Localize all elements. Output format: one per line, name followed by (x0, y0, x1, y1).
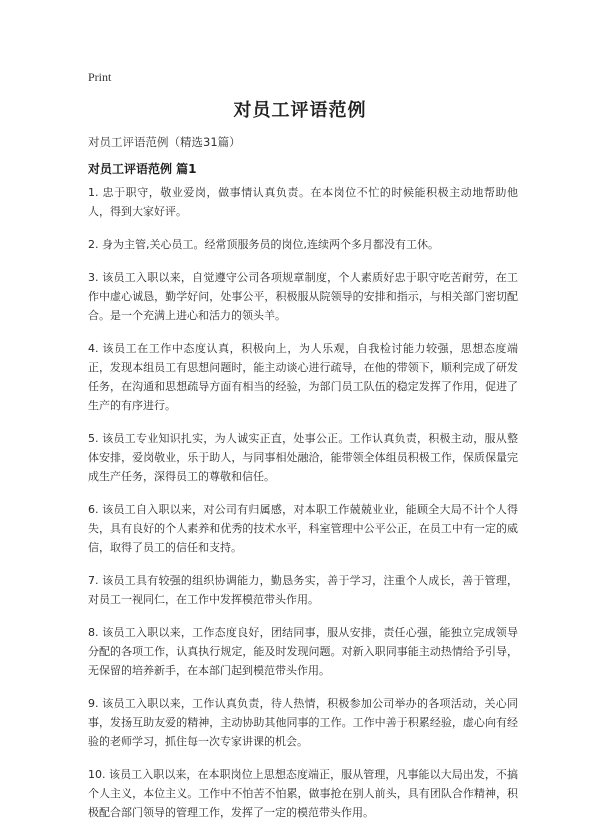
comment-item-5: 5. 该员工专业知识扎实，为人诚实正直，处事公正。工作认真负责，积极主动，服从整体安排，爱岗敬业，乐于助人，与同事相处融洽，能带领全体组员积极工作，保质保量完成生产任务，深得员工的尊敬和信任。 (88, 432, 518, 483)
comment-item-1: 1. 忠于职守，敬业爱岗，做事情认真负责。在本岗位不忙的时候能积极主动地帮助他人，得到大家好评。 (88, 186, 518, 218)
comment-item-8: 8. 该员工入职以来，工作态度良好，团结同事，服从安排，责任心强，能独立完成领导分配的各项工作，认真执行规定，能及时发现问题。对新入职同事能主动热情给予引导，无保留的培养新手，在本部门起到模范带头作用。 (88, 626, 518, 677)
document-title: 对员工评语范例 (233, 100, 367, 121)
comment-item-6: 6. 该员工自入职以来，对公司有归属感，对本职工作兢兢业业，能顾全大局不计个人得失，具有良好的个人素养和优秀的技术水平，科室管理中公平公正，在员工中有一定的威信，取得了员工的信任和支持。 (88, 503, 518, 554)
comment-item-3: 3. 该员工入职以来，自觉遵守公司各项规章制度，个人素质好忠于职守吃苦耐劳，在工作中虚心诚恳，勤学好问，处事公平，积极服从院领导的安排和指示，与相关部门密切配合。是一个充满上进心和活力的领头羊。 (88, 271, 518, 322)
document-subtitle: 对员工评语范例（精选31篇） (88, 135, 241, 149)
comment-item-4: 4. 该员工在工作中态度认真，积极向上，为人乐观，自我检讨能力较强，思想态度端正，发现本组员工有思想问题时，能主动谈心进行疏导，在他的带领下，顺利完成了研发任务，在沟通和思想疏导方面有相当的经验，为部门员工队伍的稳定发挥了作用，促进了生产的有序进行。 (88, 342, 518, 412)
comment-item-7: 7. 该员工具有较强的组织协调能力，勤恳务实，善于学习，注重个人成长，善于管理，对员工一视同仁，在工作中发挥模范带头作用。 (88, 574, 518, 606)
print-label[interactable]: Print (88, 70, 112, 84)
comment-item-9: 9. 该员工入职以来，工作认真负责，待人热情，积极参加公司举办的各项活动，关心同事，发扬互助友爱的精神，主动协助其他同事的工作。工作中善于积累经验，虚心向有经验的老师学习，抓住每一次专家讲课的机会。 (88, 697, 518, 748)
section-heading: 对员工评语范例 篇1 (88, 162, 197, 176)
comment-item-10: 10. 该员工入职以来，在本职岗位上思想态度端正，服从管理，凡事能以大局出发，不搞个人主义，本位主义。工作中不怕苦不怕累，做事抢在别人前头，具有团队合作精神，积极配合部门领导的管理工作，发挥了一定的模范带头作用。 (88, 768, 518, 819)
comment-item-2: 2. 身为主管,关心员工。经常顶服务员的岗位,连续两个多月都没有工休。 (88, 238, 439, 251)
comment-list (88, 183, 518, 836)
